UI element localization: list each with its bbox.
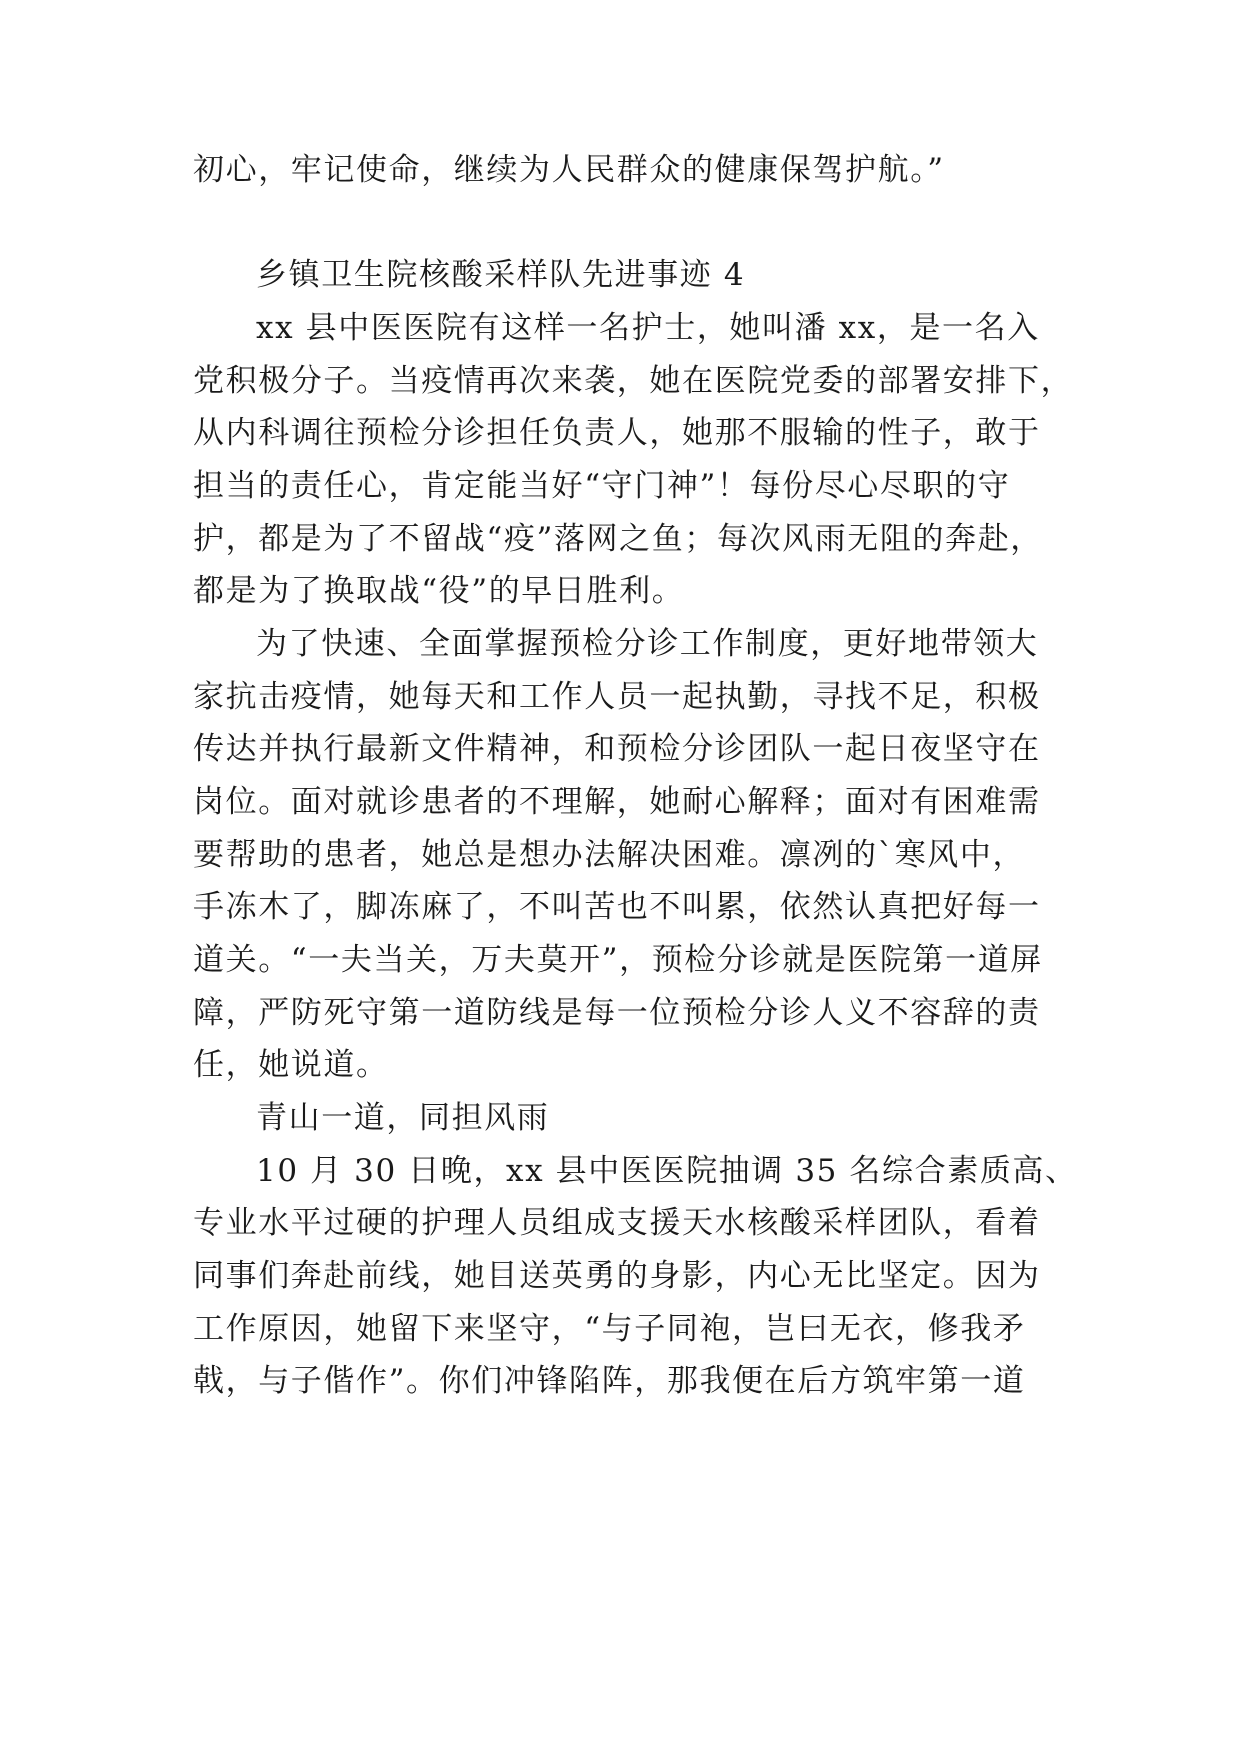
text-line: 道关。“一夫当关，万夫莫开”，预检分诊就是医院第一道屏 [193, 942, 1043, 978]
text-line: 岗位。面对就诊患者的不理解，她耐心解释；面对有困难需 [193, 784, 1041, 820]
text-line: 手冻木了，脚冻麻了，不叫苦也不叫累，依然认真把好每一 [193, 889, 1041, 925]
text-line: 都是为了换取战“役”的早日胜利。 [193, 573, 685, 609]
text-line: 从内科调往预检分诊担任负责人，她那不服输的性子，敢于 [193, 415, 1041, 451]
text-line: xx 县中医医院有这样一名护士，她叫潘 xx，是一名入 [256, 310, 1040, 346]
text-line: 戟，与子偕作”。你们冲锋陷阵，那我便在后方筑牢第一道 [193, 1363, 1026, 1399]
text-line: 担当的责任心，肯定能当好“守门神”！每份尽心尽职的守 [193, 468, 1011, 504]
text-line: 专业水平过硬的护理人员组成支援天水核酸采样团队，看着 [193, 1205, 1041, 1241]
text-line: 为了快速、全面掌握预检分诊工作制度，更好地带领大 [256, 626, 1039, 662]
text-line: 工作原因，她留下来坚守，“与子同袍，岂曰无衣，修我矛 [193, 1311, 1026, 1347]
text-line: 传达并执行最新文件精神，和预检分诊团队一起日夜坚守在 [193, 731, 1041, 767]
text-line: 障，严防死守第一道防线是每一位预检分诊人义不容辞的责 [193, 995, 1041, 1031]
section-subheading: 青山一道，同担风雨 [256, 1100, 550, 1136]
text-line: 家抗击疫情，她每天和工作人员一起执勤，寻找不足，积极 [193, 679, 1041, 715]
text-line: 护，都是为了不留战“疫”落网之鱼；每次风雨无阻的奔赴， [193, 521, 1043, 557]
text-line: 党积极分子。当疫情再次来袭，她在医院党委的部署安排下， [193, 363, 1074, 399]
text-line: 10 月 30 日晚，xx 县中医医院抽调 35 名综合素质高、 [256, 1153, 1078, 1189]
text-line: 任，她说道。 [193, 1047, 389, 1083]
text-line: 要帮助的患者，她总是想办法解决困难。凛冽的`寒风中， [193, 837, 1026, 873]
text-line: 初心，牢记使命，继续为人民群众的健康保驾护航。” [193, 152, 945, 188]
text-line: 同事们奔赴前线，她目送英勇的身影，内心无比坚定。因为 [193, 1258, 1041, 1294]
section-heading: 乡镇卫生院核酸采样队先进事迹 4 [256, 257, 746, 293]
